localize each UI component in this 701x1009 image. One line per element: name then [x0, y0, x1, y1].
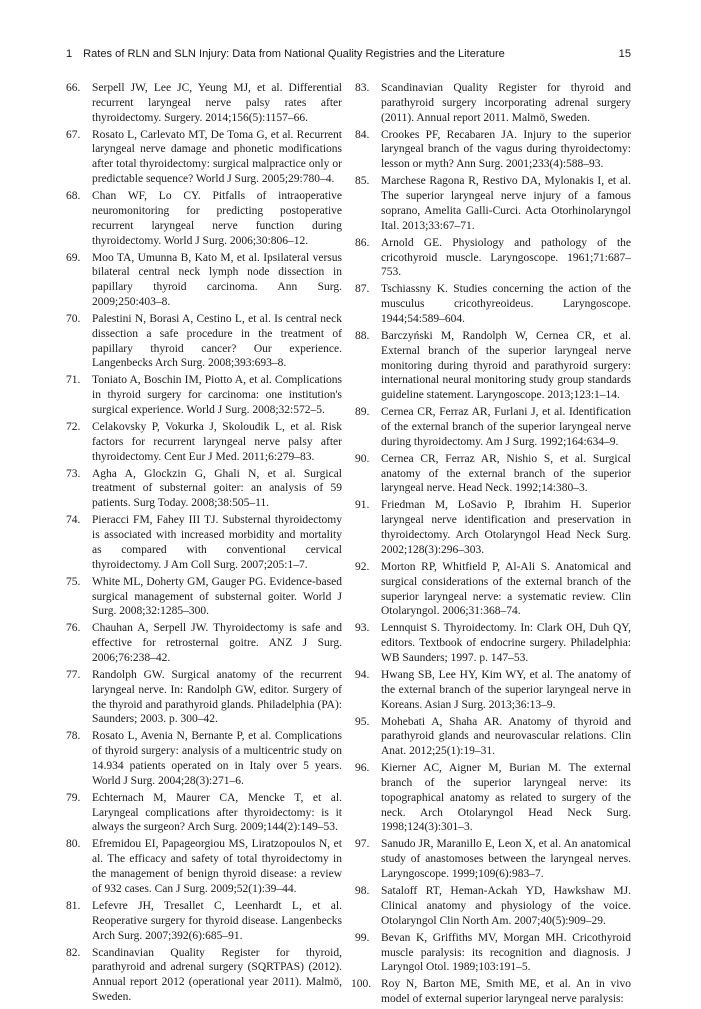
reference-number: 81. — [66, 899, 81, 912]
reference-item — [66, 251, 342, 310]
reference-text: Serpell JW, Lee JC, Yeung MJ, et al. Differential recurrent laryngeal nerve palsy rates after thyroidectomy. Surgery. 2014;156(5):1157–66. — [92, 82, 342, 124]
reference-item — [355, 761, 631, 835]
reference-item — [355, 329, 631, 403]
reference-number: 90. — [355, 452, 370, 465]
reference-number: 97. — [355, 838, 370, 851]
reference-number: 94. — [355, 668, 370, 681]
reference-text: Agha A, Glockzin G, Ghali N, et al. Surgical treatment of substernal goiter: an analysis of 59 patients. Surg Today. 2008;38:505–11. — [92, 467, 342, 510]
chapter-title: Rates of RLN and SLN Injury: Data from National Quality Registries and the Literature — [83, 48, 505, 60]
reference-item — [355, 837, 631, 881]
reference-number: 69. — [66, 251, 81, 264]
reference-number: 80. — [66, 838, 81, 851]
reference-text: Scandinavian Quality Register for thyroid, parathyroid and adrenal surgery (SQRTPAS) (2012). Annual report 2012 (operational year 2011). Malmö, Sweden. — [92, 946, 342, 1003]
reference-number: 92. — [355, 560, 370, 573]
reference-item — [355, 715, 631, 759]
reference-number: 74. — [66, 514, 81, 527]
reference-number: 88. — [355, 329, 370, 342]
chapter-number: 1 — [66, 48, 73, 60]
reference-item — [355, 174, 631, 233]
reference-text: Cernea CR, Ferraz AR, Furlani J, et al. Identification of the external branch of the superior laryngeal nerve during thyroidectomy. Am J Surg. 1992;164:634–9. — [381, 406, 631, 448]
reference-item — [355, 498, 631, 557]
reference-item — [355, 931, 631, 975]
reference-text: Sataloff RT, Heman-Ackah YD, Hawkshaw MJ. Clinical anatomy and physiology of the voice. Otolaryngol Clin North Am. 2007;40(5):909–29. — [381, 885, 631, 927]
reference-number: 95. — [355, 715, 370, 728]
reference-item — [66, 791, 342, 835]
reference-number: 93. — [355, 622, 370, 635]
reference-number: 79. — [66, 791, 81, 804]
reference-item — [66, 899, 342, 943]
reference-text: Tschiassny K. Studies concerning the action of the musculus cricothyreoideus. Laryngoscope. 1944;54:589–604. — [381, 283, 631, 325]
reference-item — [355, 405, 631, 449]
reference-column-left — [66, 81, 342, 1007]
reference-text: Efremidou EI, Papageorgiou MS, Liratzopoulos N, et al. The efficacy and safety of total thyroidectomy in the management of benign thyroid disease: a review of 932 cases. Can J Surg. 2009;52(1):39–44. — [92, 838, 342, 895]
reference-item — [66, 837, 342, 896]
reference-text: Rosato L, Carlevato MT, De Toma G, et al. Recurrent laryngeal nerve damage and phonetic modifications after total thyroidectomy: surgical malpractice only or predictable sequence? World J Surg. 2005;29:780–4. — [92, 128, 342, 186]
reference-item — [355, 282, 631, 326]
reference-number: 67. — [66, 128, 81, 141]
reference-number: 85. — [355, 175, 370, 188]
running-head — [66, 47, 631, 61]
reference-item — [66, 946, 342, 1005]
reference-text: White ML, Doherty GM, Gauger PG. Evidence-based surgical management of substernal goiter. World J Surg. 2008;32:1285–300. — [92, 575, 342, 618]
reference-item — [66, 312, 342, 371]
reference-item — [355, 128, 631, 172]
reference-item — [66, 81, 342, 125]
reference-item — [355, 560, 631, 619]
reference-number: 75. — [66, 575, 81, 588]
reference-item — [66, 621, 342, 665]
reference-number: 100. — [351, 978, 372, 991]
reference-text: Chan WF, Lo CY. Pitfalls of intraoperative neuromonitoring for predicting postoperative recurrent laryngeal nerve function during thyroidectomy. World J Surg. 2006;30:806–12. — [92, 190, 342, 247]
reference-number: 83. — [355, 82, 370, 94]
reference-number: 87. — [355, 283, 370, 296]
reference-item — [66, 420, 342, 464]
reference-text: Chauhan A, Serpell JW. Thyroidectomy is safe and effective for retrosternal goitre. ANZ J Surg. 2006;76:238–42. — [92, 622, 342, 664]
reference-number: 78. — [66, 730, 81, 743]
reference-number: 70. — [66, 312, 81, 325]
reference-item — [66, 128, 342, 187]
reference-item — [66, 373, 342, 417]
reference-number: 99. — [355, 931, 370, 944]
reference-item — [351, 977, 631, 1007]
reference-text: Toniato A, Boschin IM, Piotto A, et al. Complications in thyroid surgery for carcinoma: one institution's surgical experience. World J Surg. 2008;32:572–5. — [92, 374, 342, 416]
reference-text: Barczyński M, Randolph W, Cernea CR, et al. External branch of the superior laryngeal nerve monitoring during thyroid and parathyroid surgery: international neural monitoring study group standards guideline statement. Laryngoscope. 2013;123:1–14. — [381, 329, 631, 402]
reference-number: 84. — [355, 128, 370, 141]
reference-item — [66, 668, 342, 727]
reference-number: 76. — [66, 622, 81, 635]
reference-text: Moo TA, Umunna B, Kato M, et al. Ipsilateral versus bilateral central neck lymph node dissection in papillary thyroid carcinoma. Ann Surg. 2009;250:403–8. — [92, 251, 342, 308]
reference-text: Marchese Ragona R, Restivo DA, Mylonakis I, et al. The superior laryngeal nerve injury of a famous soprano, Amelita Galli-Curci. Acta Otorhinolaryngol Ital. 2013;33:67–71. — [381, 175, 631, 232]
reference-text: Celakovsky P, Vokurka J, Skoloudik L, et al. Risk factors for recurrent laryngeal nerve palsy after thyroidectomy. Cent Eur J Med. 2011;6:279–83. — [92, 421, 342, 463]
reference-text: Arnold GE. Physiology and pathology of the cricothyroid muscle. Laryngoscope. 1961;71:687–753. — [381, 236, 631, 279]
reference-item — [355, 236, 631, 280]
reference-text: Lennquist S. Thyroidectomy. In: Clark OH, Duh QY, editors. Textbook of endocrine surgery. Philadelphia: WB Saunders; 1997. p. 147–53. — [381, 622, 631, 664]
reference-number: 71. — [66, 374, 81, 387]
reference-text: Friedman M, LoSavio P, Ibrahim H. Superior laryngeal nerve identification and preservation in thyroidectomy. Arch Otolaryngol Head Neck Surg. 2002;128(3):296–303. — [381, 499, 631, 556]
reference-text: Hwang SB, Lee HY, Kim WY, et al. The anatomy of the external branch of the superior laryngeal nerve in Koreans. Asian J Surg. 2013;36:13–9. — [381, 668, 631, 711]
reference-text: Crookes PF, Recabaren JA. Injury to the superior laryngeal branch of the vagus during thyroidectomy: lesson or myth? Ann Surg. 2001;233(4):588–93. — [381, 128, 631, 171]
reference-number: 68. — [66, 190, 81, 203]
reference-number: 66. — [66, 82, 81, 94]
reference-text: Mohebati A, Shaha AR. Anatomy of thyroid and parathyroid glands and neurovascular relations. Clin Anat. 2012;25(1):19–31. — [381, 715, 631, 758]
reference-number: 96. — [355, 762, 370, 775]
reference-item — [355, 81, 631, 125]
reference-text: Randolph GW. Surgical anatomy of the recurrent laryngeal nerve. In: Randolph GW, editor. Surgery of the thyroid and parathyroid glands. Philadelphia (PA): Saunders; 2003. p. 300–42. — [92, 668, 342, 726]
reference-text: Kierner AC, Aigner M, Burian M. The external branch of the superior laryngeal nerve: its topographical anatomy as related to surgery of the neck. Arch Otolaryngol Head Neck Surg. 1998;124(3):301–3. — [381, 762, 631, 834]
reference-number: 73. — [66, 467, 81, 480]
reference-number: 72. — [66, 421, 81, 433]
reference-item — [66, 729, 342, 788]
reference-item — [355, 668, 631, 712]
reference-number: 89. — [355, 406, 370, 419]
reference-number: 77. — [66, 668, 81, 681]
reference-item — [355, 452, 631, 496]
reference-number: 86. — [355, 236, 370, 249]
reference-text: Pieracci FM, Fahey III TJ. Substernal thyroidectomy is associated with increased morbidity and mortality as compared with conventional cervical thyroidectomy. J Am Coll Surg. 2007;205:1–7. — [92, 514, 342, 571]
reference-text: Cernea CR, Ferraz AR, Nishio S, et al. Surgical anatomy of the external branch of the superior laryngeal nerve. Head Neck. 1992;14:380–3. — [381, 452, 631, 495]
page-number: 15 — [618, 48, 631, 60]
reference-item — [355, 884, 631, 928]
reference-item — [66, 189, 342, 248]
reference-text: Echternach M, Maurer CA, Mencke T, et al. Laryngeal complications after thyroidectomy: is it always the surgeon? Arch Surg. 2009;144(2):149–53. — [92, 791, 342, 834]
reference-item — [66, 467, 342, 511]
reference-number: 91. — [355, 499, 370, 512]
reference-text: Scandinavian Quality Register for thyroid and parathyroid surgery incorporating adrenal surgery (2011). Annual report 2011. Malmö, Sweden. — [381, 82, 631, 124]
reference-item — [66, 513, 342, 572]
reference-item — [355, 621, 631, 665]
reference-column-right — [351, 81, 631, 1009]
reference-number: 98. — [355, 885, 370, 898]
reference-text: Roy N, Barton ME, Smith ME, et al. An in vivo model of external superior laryngeal nerve paralysis: — [381, 978, 631, 1006]
reference-item — [66, 575, 342, 619]
reference-text: Rosato L, Avenia N, Bernante P, et al. Complications of thyroid surgery: analysis of a multicentric study on 14.934 patients operated on in Italy over 5 years. World J Surg. 2004;28(3):271–6. — [92, 730, 342, 787]
reference-text: Palestini N, Borasi A, Cestino L, et al. Is central neck dissection a safe procedure in the treatment of papillary thyroid cancer? Our experience. Langenbecks Arch Surg. 2008;393:693–8. — [92, 312, 342, 370]
reference-text: Bevan K, Griffiths MV, Morgan MH. Cricothyroid muscle paralysis: its recognition and diagnosis. J Laryngol Otol. 1989;103:191–5. — [381, 931, 631, 974]
reference-number: 82. — [66, 946, 81, 959]
reference-text: Lefevre JH, Tresallet C, Leenhardt L, et al. Reoperative surgery for thyroid disease. Langenbecks Arch Surg. 2007;392(6):685–91. — [92, 899, 342, 942]
reference-text: Sanudo JR, Maranillo E, Leon X, et al. An anatomical study of anastomoses between the laryngeal nerves. Laryngoscope. 1999;109(6):983–7. — [381, 838, 631, 881]
reference-text: Morton RP, Whitfield P, Al-Ali S. Anatomical and surgical considerations of the external branch of the superior laryngeal nerve: a systematic review. Clin Otolaryngol. 2006;31:368–74. — [381, 560, 631, 618]
